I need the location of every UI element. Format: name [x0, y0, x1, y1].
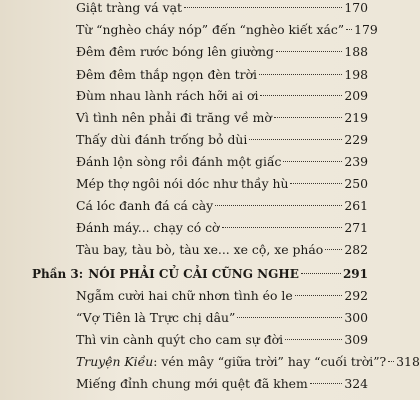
toc-entry-title: Ngẫm cười hai chữ nhơn tình éo le	[76, 288, 293, 303]
toc-entry	[76, 352, 420, 372]
toc-entry	[76, 130, 368, 150]
toc-entry	[76, 108, 368, 128]
dot-leader	[325, 249, 342, 250]
toc-entry-title: Đùm nhau lành rách hỡi ai ơi	[76, 88, 259, 103]
part-page: 291	[342, 267, 368, 281]
toc-entry-page: 239	[344, 154, 368, 169]
toc-entry-title: Đánh máy... chạy có cờ	[76, 220, 220, 235]
toc-entry-page: 282	[344, 242, 368, 257]
toc-entry-page: 170	[344, 0, 368, 15]
toc-entry-title: Giật tràng vá vạt	[76, 0, 182, 15]
toc-entry-page: 209	[344, 88, 368, 103]
dot-leader	[259, 74, 342, 75]
dot-leader	[346, 29, 352, 30]
toc-entry-title: Thì vin cành quýt cho cam sự đời	[76, 332, 284, 347]
toc-entry-page: 250	[344, 176, 368, 191]
toc-entry-title: Cá lóc đanh đá cá cày	[76, 198, 214, 213]
toc-entry	[76, 86, 368, 106]
dot-leader	[222, 227, 343, 228]
toc-entry-page: 219	[344, 110, 368, 125]
toc-entry	[76, 152, 368, 172]
toc-entry-title: Đêm đêm thắp ngọn đèn trời	[76, 67, 257, 82]
toc-entry	[76, 0, 368, 18]
dot-leader	[215, 205, 342, 206]
toc-entry	[76, 374, 368, 394]
toc-entry	[76, 20, 378, 40]
toc-entry	[76, 42, 368, 62]
dot-leader	[295, 295, 343, 296]
toc-entry-page: 198	[344, 67, 368, 82]
toc-entry-page: 324	[344, 376, 368, 391]
toc-entry-title: Mép thợ ngôi nói dóc như thầy hù	[76, 176, 289, 191]
dot-leader	[260, 95, 342, 96]
toc-entry-page: 261	[344, 198, 368, 213]
toc-entry-page: 300	[344, 310, 368, 325]
toc-entry-title: : vén mây “giữa trời” hay “cuối trời”?	[153, 354, 387, 369]
toc-entry-title: Đêm đêm rước bóng lên giường	[76, 44, 274, 59]
toc-entry-page: 271	[344, 220, 368, 235]
part-label: Phần 3:	[32, 267, 84, 281]
toc-entry-title: Miếng đỉnh chung mới quệt đã khem	[76, 376, 308, 391]
toc-entry	[76, 308, 368, 328]
toc-entry	[76, 65, 368, 85]
dot-leader	[249, 139, 342, 140]
dot-leader	[283, 161, 342, 162]
toc-entry-title: Từ “nghèo cháy nóp” đến “nghèo kiết xác”	[76, 22, 345, 37]
toc-entry-page: 188	[344, 44, 368, 59]
dot-leader	[276, 51, 342, 52]
toc-entry	[76, 330, 368, 350]
dot-leader	[184, 7, 342, 8]
toc-entry-page: 179	[354, 22, 378, 37]
toc-entry	[76, 174, 368, 194]
dot-leader	[274, 117, 342, 118]
toc-entry	[76, 218, 368, 238]
toc-entry-title: Vì tình nên phải đi trăng về mờ	[76, 110, 272, 125]
toc-entry	[76, 286, 368, 306]
toc-part-heading	[32, 264, 368, 284]
toc-entry-title: “Vợ Tiên là Trực chị dâu”	[76, 310, 236, 325]
toc-entry-page: 318	[396, 354, 420, 369]
toc-entry	[76, 196, 368, 216]
dot-leader	[290, 183, 342, 184]
toc-entry	[76, 240, 368, 260]
toc-entry-title: Đánh lộn sòng rồi đánh một giấc	[76, 154, 282, 169]
dot-leader	[301, 273, 341, 274]
toc-entry-title: Tàu bay, tàu bò, tàu xe... xe cộ, xe pháo	[76, 242, 324, 257]
dot-leader	[285, 339, 342, 340]
part-title: NÓI PHẢI CỦ CẢI CŨNG NGHE	[88, 267, 299, 281]
dot-leader	[388, 361, 394, 362]
toc-entry-title: Thấy dùi đánh trống bỏ dùi	[76, 132, 248, 147]
toc-entry-page: 229	[344, 132, 368, 147]
toc-entry-page: 292	[344, 288, 368, 303]
dot-leader	[310, 383, 343, 384]
toc-entry-page: 309	[344, 332, 368, 347]
toc-entry-title-italic: Truyện Kiều	[76, 354, 154, 369]
dot-leader	[237, 317, 342, 318]
